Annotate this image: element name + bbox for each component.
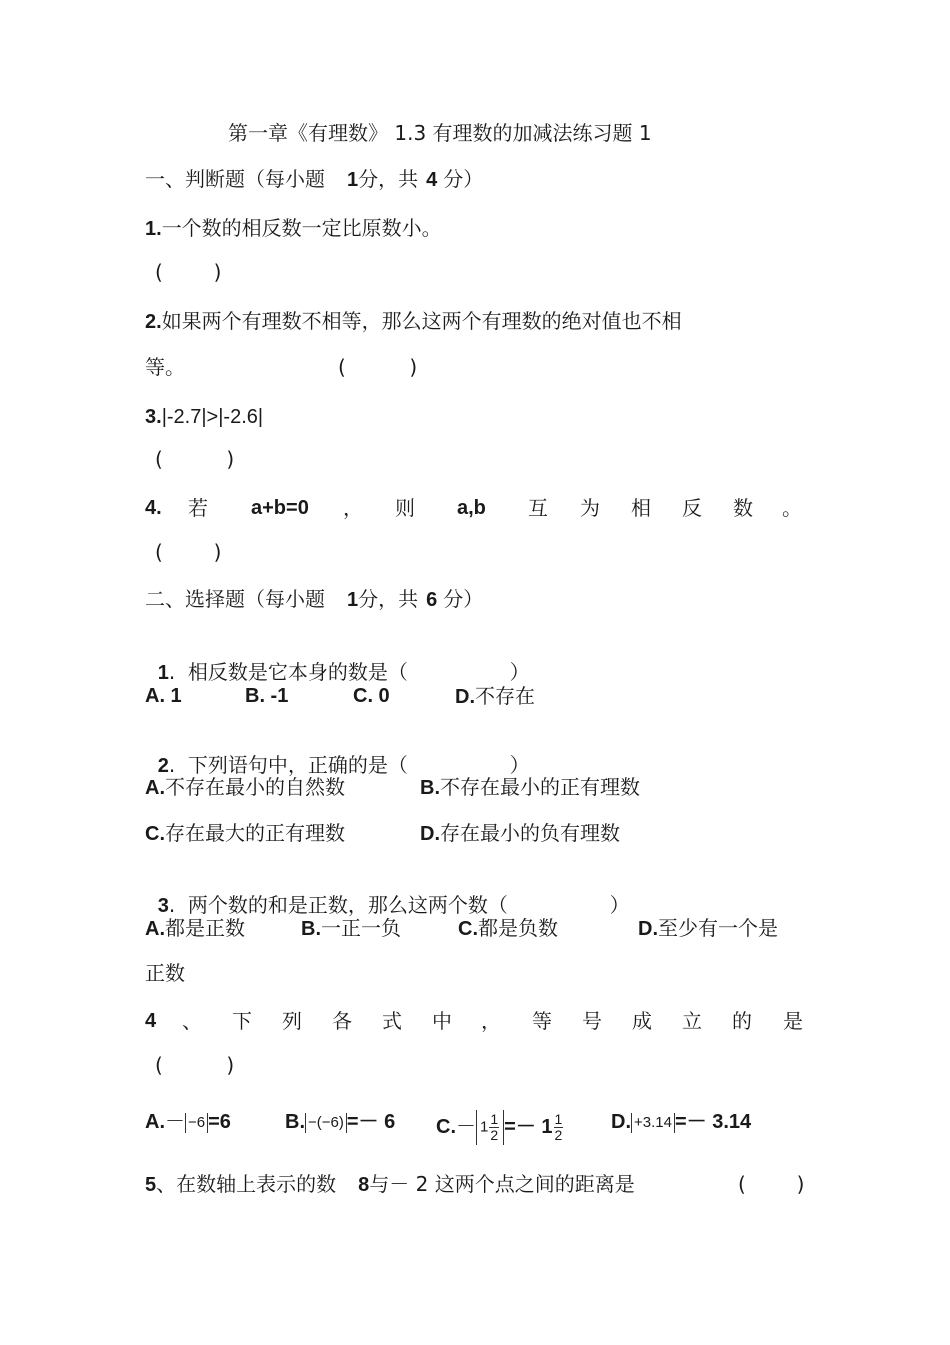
- section-heading-text: 一、判断题（每小题: [145, 167, 325, 191]
- option-b: [285, 1110, 395, 1134]
- c4-token: 、: [182, 1009, 202, 1033]
- option-label: A.: [145, 1111, 165, 1133]
- c4-token: 中: [432, 1009, 452, 1033]
- option-c: C. 0: [353, 685, 390, 707]
- option-c: [436, 1110, 564, 1145]
- c4-token: 下: [232, 1009, 252, 1033]
- question-number: 4.: [145, 497, 162, 519]
- q4-token: 为: [580, 496, 600, 520]
- answer-parentheses: ( ): [338, 355, 418, 379]
- equation-rhs: =－ 1: [504, 1115, 553, 1138]
- option-b: [301, 916, 401, 941]
- option-d: [638, 916, 778, 941]
- question-3: [145, 404, 263, 429]
- section-heading-judgement: [145, 167, 483, 192]
- option-text: 不存在最小的正有理数: [440, 775, 640, 799]
- option-label: A.: [145, 918, 165, 940]
- answer-parentheses: ( ): [155, 260, 222, 284]
- c4-token: 是: [783, 1009, 803, 1033]
- equation-rhs: =－ 6: [346, 1111, 396, 1133]
- q4-token: 数: [733, 496, 753, 520]
- answer-parentheses: ( ): [738, 1172, 805, 1196]
- option-c: [145, 821, 345, 846]
- option-label: C.: [458, 918, 478, 940]
- answer-parentheses: ( ): [155, 1053, 235, 1077]
- question-number: 3.: [145, 406, 162, 428]
- question-number: 5: [145, 1174, 157, 1196]
- absolute-value: [476, 1110, 504, 1145]
- option-label: B.: [301, 918, 321, 940]
- option-text: 存在最小的负有理数: [440, 821, 620, 845]
- option-a: [145, 775, 345, 800]
- absolute-value: +3.14: [631, 1113, 675, 1133]
- denominator: 2: [554, 1127, 563, 1143]
- question-text: . 下列语句中，正确的是（ ）: [168, 753, 530, 777]
- section-heading-tail: 分）: [443, 167, 484, 191]
- denominator: 2: [490, 1127, 499, 1143]
- c4-token: 成: [632, 1009, 652, 1033]
- q4-token: 。: [782, 496, 802, 520]
- absolute-value: −6: [185, 1113, 208, 1133]
- option-a: [145, 1110, 231, 1134]
- fraction: [554, 1112, 564, 1143]
- answer-parentheses: ( ): [155, 540, 222, 564]
- section-heading-choice: [145, 587, 483, 612]
- points-total: 4: [426, 169, 438, 191]
- option-label: A.: [145, 777, 165, 799]
- option-b: [420, 775, 640, 800]
- answer-parentheses: ( ): [155, 447, 235, 471]
- option-text: 都是正数: [165, 916, 245, 940]
- option-label: D.: [638, 918, 658, 940]
- question-number: 1.: [145, 218, 162, 240]
- question-1: [145, 216, 442, 241]
- choice-question-1: [145, 636, 530, 685]
- option-d: [611, 1110, 751, 1134]
- option-a: A. 1: [145, 685, 182, 707]
- points-each: 1: [347, 589, 359, 611]
- option-a: [145, 916, 245, 941]
- q4-token: 互: [528, 496, 548, 520]
- q4-token: a,b: [457, 497, 486, 519]
- section-heading-mid: 分，共: [358, 587, 419, 611]
- c4-token: 号: [582, 1009, 602, 1033]
- equation-rhs: =－ 3.14: [674, 1111, 752, 1133]
- option-label: C.: [436, 1115, 456, 1138]
- absolute-value: −(−6): [305, 1113, 347, 1133]
- question-text: . 相反数是它本身的数是（ ）: [168, 660, 530, 684]
- minus-sign: －: [165, 1111, 185, 1133]
- equation-rhs: =6: [208, 1111, 231, 1133]
- option-text: 不存在最小的自然数: [165, 775, 345, 799]
- q4-token: 反: [682, 496, 702, 520]
- question-text: . 两个数的和是正数，那么这两个数（ ）: [168, 893, 630, 917]
- c4-token: 式: [382, 1009, 402, 1033]
- option-d: [455, 684, 535, 709]
- section-heading-text: 二、选择题（每小题: [145, 587, 325, 611]
- c4-token: 等: [532, 1009, 552, 1033]
- q4-token: 若: [188, 496, 208, 520]
- q4-token: a+b=0: [251, 497, 309, 519]
- c4-token: 各: [332, 1009, 352, 1033]
- option-text: 至少有一个是: [658, 916, 778, 940]
- option-d: [420, 821, 620, 846]
- fraction: [489, 1112, 499, 1143]
- option-label: D.: [420, 823, 440, 845]
- section-heading-tail: 分）: [443, 587, 484, 611]
- question-text: 、在数轴上表示的数: [156, 1172, 337, 1196]
- question-text: 一个数的相反数一定比原数小。: [161, 216, 442, 240]
- points-each: 1: [347, 169, 359, 191]
- numerator: 1: [490, 1111, 499, 1127]
- minus-sign: －: [456, 1115, 476, 1138]
- section-heading-mid: 分，共: [358, 167, 419, 191]
- option-label: D.: [455, 686, 475, 708]
- option-label: D.: [611, 1111, 631, 1133]
- choice-question-2: [145, 729, 530, 778]
- c4-token: ，: [481, 1009, 501, 1033]
- choice-question-5: [145, 1172, 635, 1197]
- question-number: 2.: [145, 311, 162, 333]
- option-c: [458, 916, 558, 941]
- c4-token: 列: [282, 1009, 302, 1033]
- question-text: 如果两个有理数不相等，那么这两个有理数的绝对值也不相: [161, 309, 682, 333]
- page-title: 第一章《有理数》 1.3 有理数的加减法练习题 1: [228, 121, 652, 145]
- question-text: |-2.7|>|-2.6|: [161, 406, 264, 428]
- c4-token: 立: [682, 1009, 702, 1033]
- q4-token: 相: [631, 496, 651, 520]
- points-total: 6: [426, 589, 438, 611]
- number-value: 8: [358, 1174, 370, 1196]
- option-d-continued: 正数: [145, 961, 185, 985]
- question-number: 4: [145, 1010, 157, 1032]
- mixed-integer: 1: [480, 1118, 489, 1136]
- question-2: [145, 309, 682, 334]
- option-text: 一正一负: [321, 916, 401, 940]
- question-number: 2: [157, 755, 169, 777]
- numerator: 1: [554, 1111, 563, 1127]
- c4-token: 的: [732, 1009, 752, 1033]
- question-text-cont: 与－ 2 这两个点之间的距离是: [369, 1172, 635, 1196]
- option-text: 存在最大的正有理数: [165, 821, 345, 845]
- option-label: B.: [420, 777, 440, 799]
- question-number: 1: [157, 662, 169, 684]
- question-2-continued: 等。: [145, 355, 185, 379]
- choice-question-3: [145, 869, 630, 918]
- option-text: 不存在: [475, 684, 535, 708]
- question-number: 3: [157, 895, 169, 917]
- option-text: 都是负数: [478, 916, 558, 940]
- option-label: B.: [285, 1111, 305, 1133]
- q4-token: 则: [395, 496, 415, 520]
- q4-token: ，: [343, 496, 363, 520]
- option-label: C.: [145, 823, 165, 845]
- option-b: B. -1: [245, 685, 289, 707]
